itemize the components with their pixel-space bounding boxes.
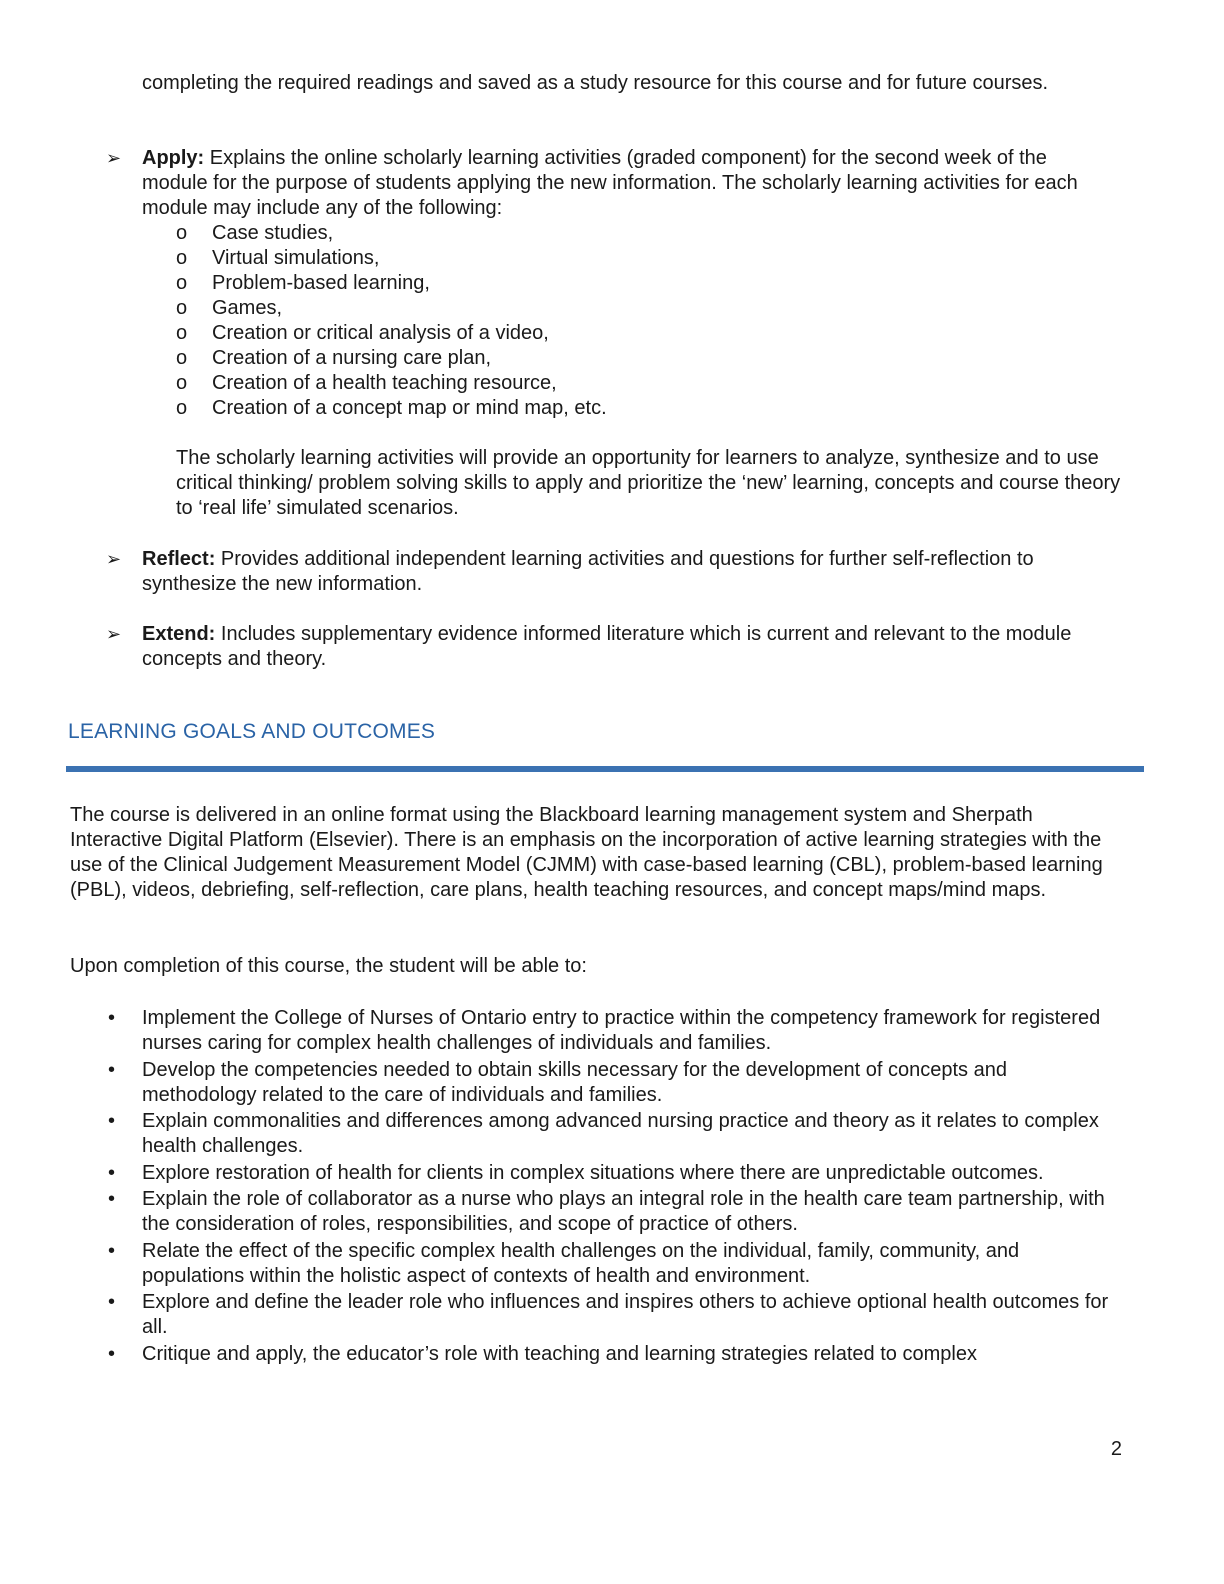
bullet-icon: •	[108, 1239, 116, 1262]
section-divider	[66, 766, 1144, 772]
list-item: o Case studies,	[176, 222, 334, 244]
list-item: • Critique and apply, the educator’s role with teaching and learning strategies related to complex	[108, 1342, 977, 1365]
page-number: 2	[1110, 1438, 1122, 1460]
circle-bullet-icon: o	[176, 372, 188, 394]
bullet-icon: •	[108, 1291, 116, 1313]
bullet-icon: •	[108, 1342, 116, 1365]
bullet-icon: •	[108, 1007, 116, 1029]
circle-bullet-icon: o	[176, 322, 188, 344]
intro-paragraph: The course is delivered in an online format using the Blackboard learning management system and Sherpath Interactive Digital Platform (Elsevier). There is an emphasis on the incorporation of active learning strategies with the use of the Clinical Judgement Measurement Model (CJMM) with case-based learning (CBL), problem-based learning (PBL), videos, debriefing, self-reflection, care plans, health teaching resources, and concept maps/mind maps.	[70, 804, 1103, 901]
bullet-icon: •	[108, 1161, 116, 1184]
circle-bullet-icon: o	[176, 347, 188, 369]
lead-continuation-text: completing the required readings and saved as a study resource for this course and for future courses.	[142, 72, 1049, 94]
extend-label: Extend:	[142, 623, 216, 645]
extend-item	[106, 622, 1116, 672]
reflect-label: Reflect:	[142, 548, 216, 570]
reflect-text	[142, 547, 1116, 597]
list-item: o Creation of a nursing care plan,	[176, 347, 492, 369]
circle-bullet-icon: o	[176, 247, 188, 269]
list-item: • Explore restoration of health for clients in complex situations where there are unpredictable outcomes.	[108, 1161, 1044, 1184]
apply-label: Apply:	[142, 147, 205, 169]
upon-completion-text: Upon completion of this course, the student will be able to:	[70, 955, 587, 977]
bullet-icon: •	[108, 1058, 116, 1081]
bullet-icon: •	[108, 1188, 116, 1210]
arrow-bullet-icon: ➢	[106, 549, 122, 569]
arrow-bullet-icon: ➢	[106, 148, 122, 168]
list-item: o Virtual simulations,	[176, 247, 380, 269]
apply-text	[142, 146, 1116, 221]
extend-description: Includes supplementary evidence informed literature which is current and relevant to the module concepts and theory.	[142, 623, 1072, 670]
list-item: o Creation or critical analysis of a video,	[176, 322, 549, 344]
apply-item	[106, 146, 1121, 521]
learning-outcomes-list	[106, 1006, 1116, 1368]
circle-bullet-icon: o	[176, 222, 188, 244]
list-item: o Problem-based learning,	[176, 272, 430, 294]
list-item: • Implement the College of Nurses of Ontario entry to practice within the competency framework for registered nurses caring for complex health challenges of individuals and families.	[108, 1007, 1101, 1054]
arrow-bullet-icon: ➢	[106, 624, 122, 644]
apply-activity-list	[176, 221, 1116, 421]
apply-paragraph: The scholarly learning activities will provide an opportunity for learners to analyze, synthesize and to use critical thinking/ problem solving skills to apply and prioritize the ‘new’ learning, concepts and course theory to ‘real life’ simulated scenarios.	[176, 447, 1121, 519]
list-item: • Develop the competencies needed to obtain skills necessary for the development of concepts and methodology related to the care of individuals and families.	[108, 1058, 1007, 1106]
circle-bullet-icon: o	[176, 272, 188, 294]
circle-bullet-icon: o	[176, 297, 188, 319]
list-item: • Explore and define the leader role who influences and inspires others to achieve optional health outcomes for all.	[108, 1291, 1109, 1338]
section-heading: LEARNING GOALS AND OUTCOMES	[68, 720, 436, 743]
list-item: o Games,	[176, 297, 283, 319]
list-item: • Explain the role of collaborator as a nurse who plays an integral role in the health care team partnership, with the consideration of roles, responsibilities, and scope of practice of others.	[108, 1188, 1105, 1235]
circle-bullet-icon: o	[176, 397, 188, 419]
extend-text	[142, 622, 1116, 672]
list-item: o Creation of a health teaching resource,	[176, 372, 557, 394]
apply-description: Explains the online scholarly learning activities (graded component) for the second week of the module for the purpose of students applying the new information. The scholarly learning activities for each module may include any of the following:	[142, 147, 1078, 219]
reflect-item	[106, 547, 1116, 597]
list-item: • Relate the effect of the specific complex health challenges on the individual, family, community, and populations within the holistic aspect of contexts of health and environment.	[108, 1239, 1020, 1287]
reflect-description: Provides additional independent learning activities and questions for further self-reflection to synthesize the new information.	[142, 548, 1034, 595]
bullet-icon: •	[108, 1110, 116, 1132]
list-item: • Explain commonalities and differences among advanced nursing practice and theory as it relates to complex health challenges.	[108, 1110, 1099, 1157]
list-item: o Creation of a concept map or mind map, etc.	[176, 397, 607, 419]
